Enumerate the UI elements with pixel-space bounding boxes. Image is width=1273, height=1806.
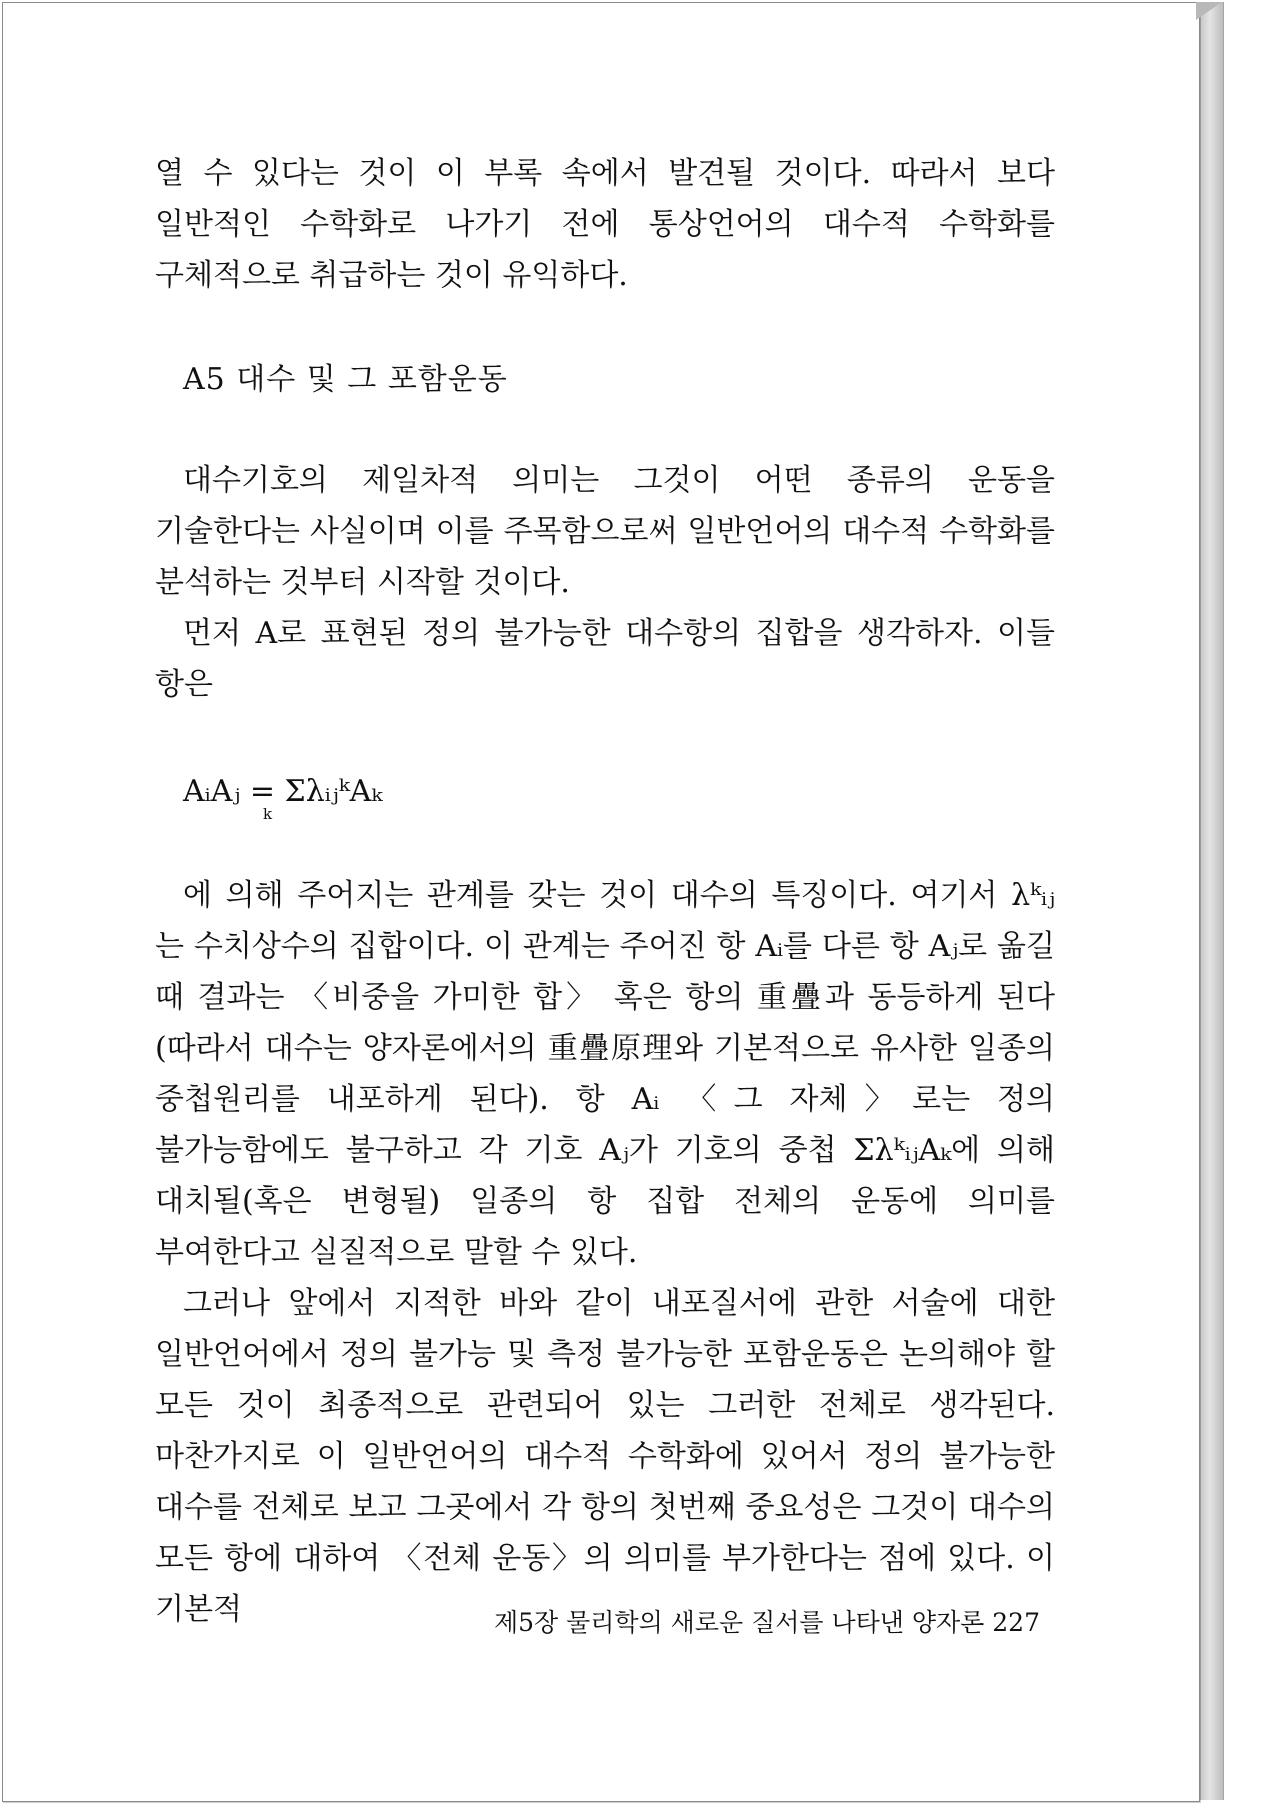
- book-page-edge: [1200, 2, 1224, 1800]
- intro-paragraph-block: [155, 148, 1055, 301]
- formula-lhs: AᵢAⱼ: [183, 774, 241, 809]
- paragraph-1: 대수기호의 제일차적 의미는 그것이 어떤 종류의 운동을 기술한다는 사실이며 이를 주목함으로써 일반언어의 대수적 수학화를 분석하는 것부터 시작할 것이다.: [155, 463, 1055, 600]
- intro-paragraph: 열 수 있다는 것이 이 부록 속에서 발견될 것이다. 따라서 보다 일반적인 수학화로 나가기 전에 통상언어의 대수적 수학화를 구체적으로 취급하는 것이 유익하다.: [155, 156, 1055, 293]
- paragraph-2: 먼저 A로 표현된 정의 불가능한 대수항의 집합을 생각하자. 이들 항은: [155, 616, 1055, 702]
- formula-rhs: ΣλᵢⱼᵏAₖ: [284, 774, 383, 809]
- paragraph-1-block: [155, 455, 1055, 710]
- paragraph-3: 에 의해 주어지는 관계를 갖는 것이 대수의 특징이다. 여기서 λᵏᵢⱼ 는 수치상수의 집합이다. 이 관계는 주어진 항 Aᵢ를 다른 항 Aⱼ로 옮길 때 결과는 〈비중을 가미한 합〉 혹은 항의 重疊과 동등하게 된다(따라서 대수는 양자론에서의 重疊原理와 기본적으로 유사한 일종의 중첩원리를 내포하게 된다). 항 Aᵢ 〈그 자체〉로는 정의 불가능함에도 불구하고 각 기호 Aⱼ가 기호의 중첩 ΣλᵏᵢⱼAₖ에 의해 대치될(혹은 변형될) 일종의 항 집합 전체의 운동에 의미를 부여한다고 실질적으로 말할 수 있다.: [155, 878, 1055, 1270]
- paragraph-4: 그러나 앞에서 지적한 바와 같이 내포질서에 관한 서술에 대한 일반언어에서 정의 불가능 및 측정 불가능한 포함운동은 논의해야 할 모든 것이 최종적으로 관련되어 있는 그러한 전체로 생각된다. 마찬가지로 이 일반언어의 대수적 수학화에 있어서 정의 불가능한 대수를 전체로 보고 그곳에서 각 항의 첫번째 중요성은 그것이 대수의 모든 항에 대하여 〈전체 운동〉의 의미를 부가한다는 점에 있다. 이 기본적: [155, 1286, 1055, 1627]
- formula-equals: =: [249, 774, 275, 809]
- book-page-corner: [1196, 2, 1222, 20]
- section-heading: A5 대수 및 그 포함운동: [183, 362, 508, 397]
- formula-sum-index: k: [263, 805, 273, 823]
- paragraph-3-block: [155, 870, 1055, 1635]
- page-footer-running-title: 제5장 물리학의 새로운 질서를 나타낸 양자론 227: [493, 1608, 1040, 1637]
- algebra-relation-formula: [183, 772, 383, 823]
